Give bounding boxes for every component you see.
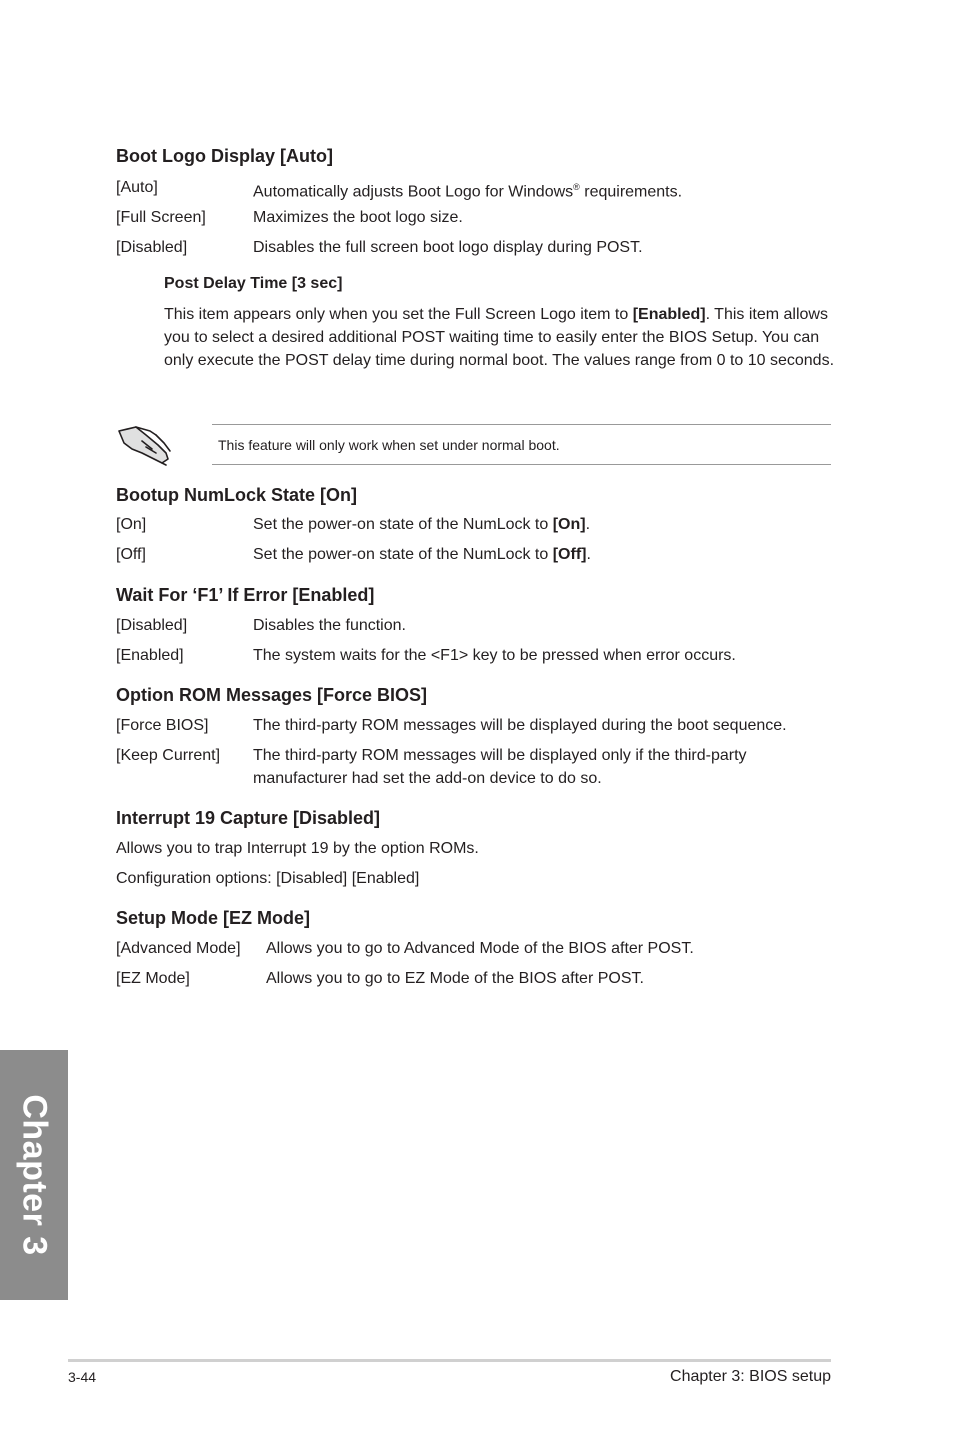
pointing-hand-icon [116,423,174,467]
footer-chapter-title: Chapter 3: BIOS setup [670,1368,831,1385]
numlock-off-desc: Set the power-on state of the NumLock to [Off]. [253,546,591,563]
setup-mode-ez-desc: Allows you to go to EZ Mode of the BIOS after POST. [266,970,644,987]
footer-page-number: 3-44 [68,1369,97,1385]
boot-logo-heading: Boot Logo Display [Auto] [116,146,333,166]
setup-mode-advanced-desc: Allows you to go to Advanced Mode of the BIOS after POST. [266,940,694,957]
option-rom-force-desc: The third-party ROM messages will be displayed during the boot sequence. [253,717,787,734]
note-text: This feature will only work when set under normal boot. [218,437,560,453]
wait-f1-disabled-desc: Disables the function. [253,617,406,634]
post-delay-heading: Post Delay Time [3 sec] [164,275,343,292]
wait-f1-enabled-label: [Enabled] [116,647,184,664]
wait-f1-enabled-desc: The system waits for the <F1> key to be pressed when error occurs. [253,647,736,664]
chapter-side-tab [0,1050,68,1300]
interrupt19-line1: Allows you to trap Interrupt 19 by the option ROMs. [116,840,479,857]
boot-logo-auto-label: [Auto] [116,179,158,196]
setup-mode-ez-label: [EZ Mode] [116,970,190,987]
boot-logo-disabled-label: [Disabled] [116,239,188,256]
chapter-side-tab-label: Chapter 3 [15,1094,54,1256]
numlock-off-label: [Off] [116,546,146,563]
note-top-rule [212,424,831,425]
boot-logo-fullscreen-label: [Full Screen] [116,209,206,226]
boot-logo-auto-desc: Automatically adjusts Boot Logo for Windows® requirements. [253,182,683,201]
interrupt19-line2: Configuration options: [Disabled] [Enabled] [116,870,420,887]
numlock-on-desc: Set the power-on state of the NumLock to [On]. [253,516,591,533]
interrupt19-heading: Interrupt 19 Capture [Disabled] [116,808,381,828]
wait-f1-disabled-label: [Disabled] [116,617,188,634]
setup-mode-heading: Setup Mode [EZ Mode] [116,908,310,928]
option-rom-force-label: [Force BIOS] [116,717,209,734]
numlock-on-label: [On] [116,516,147,533]
option-rom-keep-label: [Keep Current] [116,747,221,764]
setup-mode-advanced-label: [Advanced Mode] [116,940,241,957]
note-bottom-rule [212,464,831,465]
numlock-heading: Bootup NumLock State [On] [116,485,357,505]
option-rom-heading: Option ROM Messages [Force BIOS] [116,685,428,705]
boot-logo-disabled-desc: Disables the full screen boot logo display during POST. [253,239,643,256]
boot-logo-fullscreen-desc: Maximizes the boot logo size. [253,209,463,226]
wait-f1-heading: Wait For ‘F1’ If Error [Enabled] [116,585,375,605]
footer-rule [68,1359,831,1362]
option-rom-keep-desc: The third-party ROM messages will be displayed only if the third-party manufacturer had set the add-on device to do so. [253,747,747,787]
post-delay-text: This item appears only when you set the Full Screen Logo item to [Enabled]. This item allows you to select a desired additional POST waiting time to easily enter the BIOS Setup. You can only execute the POST delay time during normal boot. The values range from 0 to 10 seconds. [164,306,835,369]
